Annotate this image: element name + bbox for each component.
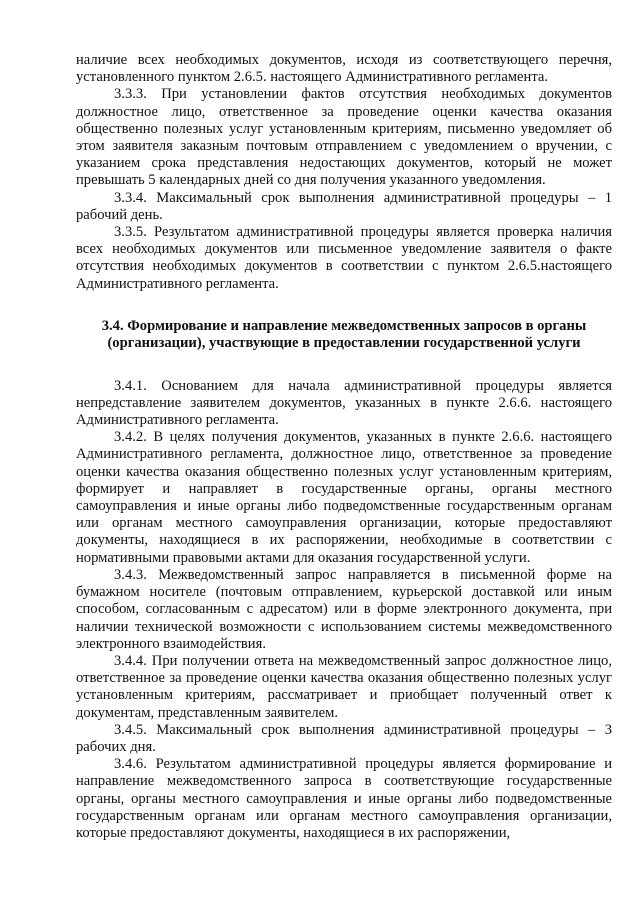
- paragraph-3-4-5: 3.4.5. Максимальный срок выполнения административной процедуры – 3 рабочих дня.: [76, 721, 612, 755]
- paragraph-3-4-6: 3.4.6. Результатом административной процедуры является формирование и направление межведомственного запроса в соответствующие государственные органы, органы местного самоуправления и иные органы либо подведомственные государственным органам или органам местного самоуправления организации, которые предоставляют документы, находящиеся в их распоряжении,: [76, 756, 612, 841]
- document-page: [76, 52, 612, 842]
- paragraph-3-4-3: 3.4.3. Межведомственный запрос направляется в письменной форме на бумажном носителе (почтовым отправлением, курьерской доставкой или иным способом, согласованным с адресатом) или в форме электронного документа, при наличии технической возможности с использованием системы межведомственного электронного взаимодействия.: [76, 566, 612, 652]
- paragraph-3-4-1: 3.4.1. Основанием для начала административной процедуры является непредставление заявителем документов, указанных в пункте 2.6.6. настоящего Административного регламента.: [76, 377, 612, 429]
- paragraph-continuation: наличие всех необходимых документов, исходя из соответствующего перечня, установленного пунктом 2.6.5. настоящего Административного регламента.: [76, 52, 612, 86]
- paragraph-3-4-2: 3.4.2. В целях получения документов, указанных в пункте 2.6.6. настоящего Административного регламента, должностное лицо, ответственное за проведение оценки качества оказания общественно полезных услуг установленным критериям, формирует и направляет в государственные органы, органы местного самоуправления и иные органы либо подведомственные государственным органам или органам местного самоуправления организации, которые предоставляют документы, находящиеся в их распоряжении, необходимые в соответствии с нормативными правовыми актами для оказания государственной услуги.: [76, 429, 612, 566]
- paragraph-3-4-4: 3.4.4. При получении ответа на межведомственный запрос должностное лицо, ответственное за проведение оценки качества оказания общественно полезных услуг установленным критериям, рассматривает и приобщает полученный ответ к документам, представленным заявителем.: [76, 652, 612, 721]
- section-heading-3-4: 3.4. Формирование и направление межведомственных запросов в органы (организации), участвующие в предоставлении государственной услуги: [101, 317, 587, 352]
- paragraph-3-3-3: 3.3.3. При установлении фактов отсутствия необходимых документов должностное лицо, ответственное за проведение оценки качества оказания общественно полезных услуг установленным критериям, письменно уведомляет об этом заявителя заказным почтовым отправлением с уведомлением о вручении, с указанием срока представления недостающих документов, который не может превышать 5 календарных дней со дня получения указанного уведомления.: [76, 86, 612, 189]
- paragraph-3-3-5: 3.3.5. Результатом административной процедуры является проверка наличия всех необходимых документов или письменное уведомление заявителя о факте отсутствия необходимых документов в соответствии с пунктом 2.6.5.настоящего Административного регламента.: [76, 224, 612, 292]
- paragraph-3-3-4: 3.3.4. Максимальный срок выполнения административной процедуры – 1 рабочий день.: [76, 189, 612, 223]
